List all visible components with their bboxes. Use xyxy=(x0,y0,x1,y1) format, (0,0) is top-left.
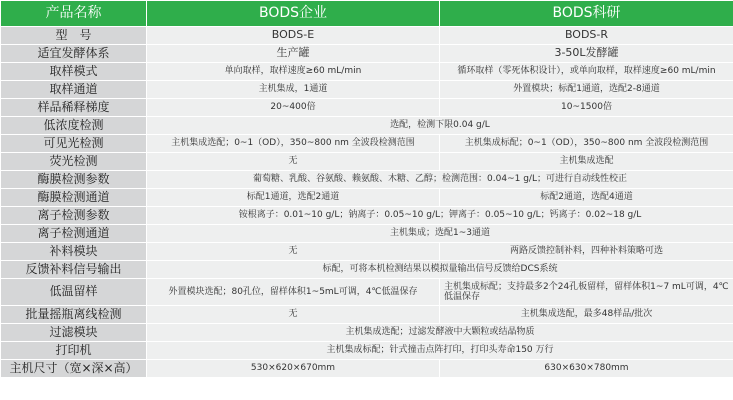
cell-bods-e: 主机集成，1通道 xyxy=(147,81,440,99)
cell-bods-r: 主机集成标配；支持最多2个24孔板留样，留样体积1~7 mL可调，4℃低温保存 xyxy=(440,279,733,306)
row-label: 酶膜检测通道 xyxy=(1,189,147,207)
table-row xyxy=(1,117,733,135)
cell-bods-r: 10~1500倍 xyxy=(440,99,733,117)
row-label: 荧光检测 xyxy=(1,153,147,171)
table-row xyxy=(1,135,733,153)
table-row xyxy=(1,279,733,306)
header-product-name: 产品名称 xyxy=(1,1,147,27)
cell-shared: 标配，可将本机检测结果以模拟量输出信号反馈给DCS系统 xyxy=(147,261,733,279)
header-bods-r: BODS科研 xyxy=(440,1,733,27)
cell-bods-r: 630×630×780mm xyxy=(440,360,733,378)
table-row xyxy=(1,99,733,117)
table-row xyxy=(1,153,733,171)
row-label: 离子检测通道 xyxy=(1,225,147,243)
cell-shared: 主机集成标配；针式撞击点阵打印，打印头寿命150 万行 xyxy=(147,342,733,360)
table-row xyxy=(1,261,733,279)
table-header-row xyxy=(1,1,733,27)
cell-bods-e: 无 xyxy=(147,306,440,324)
row-label: 适宜发酵体系 xyxy=(1,45,147,63)
row-label: 样品稀释梯度 xyxy=(1,99,147,117)
row-label: 打印机 xyxy=(1,342,147,360)
row-label: 补料模块 xyxy=(1,243,147,261)
row-label: 过滤模块 xyxy=(1,324,147,342)
cell-bods-e: 生产罐 xyxy=(147,45,440,63)
row-label: 反馈补料信号输出 xyxy=(1,261,147,279)
cell-bods-e: 主机集成选配；0~1（OD），350~800 nm 全波段检测范围 xyxy=(147,135,440,153)
cell-shared: 选配，检测下限0.04 g/L xyxy=(147,117,733,135)
row-label: 酶膜检测参数 xyxy=(1,171,147,189)
table-row xyxy=(1,189,733,207)
cell-bods-r: 循环取样（零死体积设计），或单向取样，取样速度≥60 mL/min xyxy=(440,63,733,81)
table-row xyxy=(1,324,733,342)
table-row xyxy=(1,306,733,324)
cell-bods-e: 无 xyxy=(147,153,440,171)
table-row xyxy=(1,360,733,378)
row-label: 可见光检测 xyxy=(1,135,147,153)
cell-bods-r: 外置模块；标配1通道，选配2-8通道 xyxy=(440,81,733,99)
table-row xyxy=(1,207,733,225)
row-label: 低浓度检测 xyxy=(1,117,147,135)
table-row xyxy=(1,243,733,261)
cell-shared: 主机集成；选配1~3通道 xyxy=(147,225,733,243)
table-row xyxy=(1,45,733,63)
cell-bods-r: 3-50L发酵罐 xyxy=(440,45,733,63)
table-row xyxy=(1,63,733,81)
table-row xyxy=(1,171,733,189)
cell-bods-r: 标配2通道，选配4通道 xyxy=(440,189,733,207)
table-row xyxy=(1,342,733,360)
cell-bods-e: 标配1通道，选配2通道 xyxy=(147,189,440,207)
cell-shared: 主机集成选配；过滤发酵液中大颗粒或结晶物质 xyxy=(147,324,733,342)
cell-bods-e: 530×620×670mm xyxy=(147,360,440,378)
row-label: 取样通道 xyxy=(1,81,147,99)
table-row xyxy=(1,225,733,243)
row-label: 取样模式 xyxy=(1,63,147,81)
cell-shared: 铵根离子：0.01~10 g/L；钠离子：0.05~10 g/L；钾离子：0.05~10 g/L；钙离子：0.02~18 g/L xyxy=(147,207,733,225)
row-label: 主机尺寸（宽×深×高） xyxy=(1,360,147,378)
cell-bods-e: BODS-E xyxy=(147,27,440,45)
row-label: 低温留样 xyxy=(1,279,147,306)
cell-bods-r: 两路反馈控制补料，四种补料策略可选 xyxy=(440,243,733,261)
cell-shared: 葡萄糖、乳酸、谷氨酸、赖氨酸、木糖、乙醇；检测范围：0.04~1 g/L；可进行自动线性校正 xyxy=(147,171,733,189)
row-label: 型 号 xyxy=(1,27,147,45)
table-row xyxy=(1,27,733,45)
row-label: 离子检测参数 xyxy=(1,207,147,225)
cell-bods-e: 单向取样，取样速度≥60 mL/min xyxy=(147,63,440,81)
cell-bods-r: BODS-R xyxy=(440,27,733,45)
cell-bods-r: 主机集成选配，最多48样品/批次 xyxy=(440,306,733,324)
table-row xyxy=(1,81,733,99)
cell-bods-e: 20~400倍 xyxy=(147,99,440,117)
cell-bods-e: 外置模块选配；80孔位，留样体积1~5mL可调，4℃低温保存 xyxy=(147,279,440,306)
cell-bods-e: 无 xyxy=(147,243,440,261)
cell-bods-r: 主机集成标配；0~1（OD），350~800 nm 全波段检测范围 xyxy=(440,135,733,153)
row-label: 批量摇瓶离线检测 xyxy=(1,306,147,324)
header-bods-e: BODS企业 xyxy=(147,1,440,27)
cell-bods-r: 主机集成选配 xyxy=(440,153,733,171)
